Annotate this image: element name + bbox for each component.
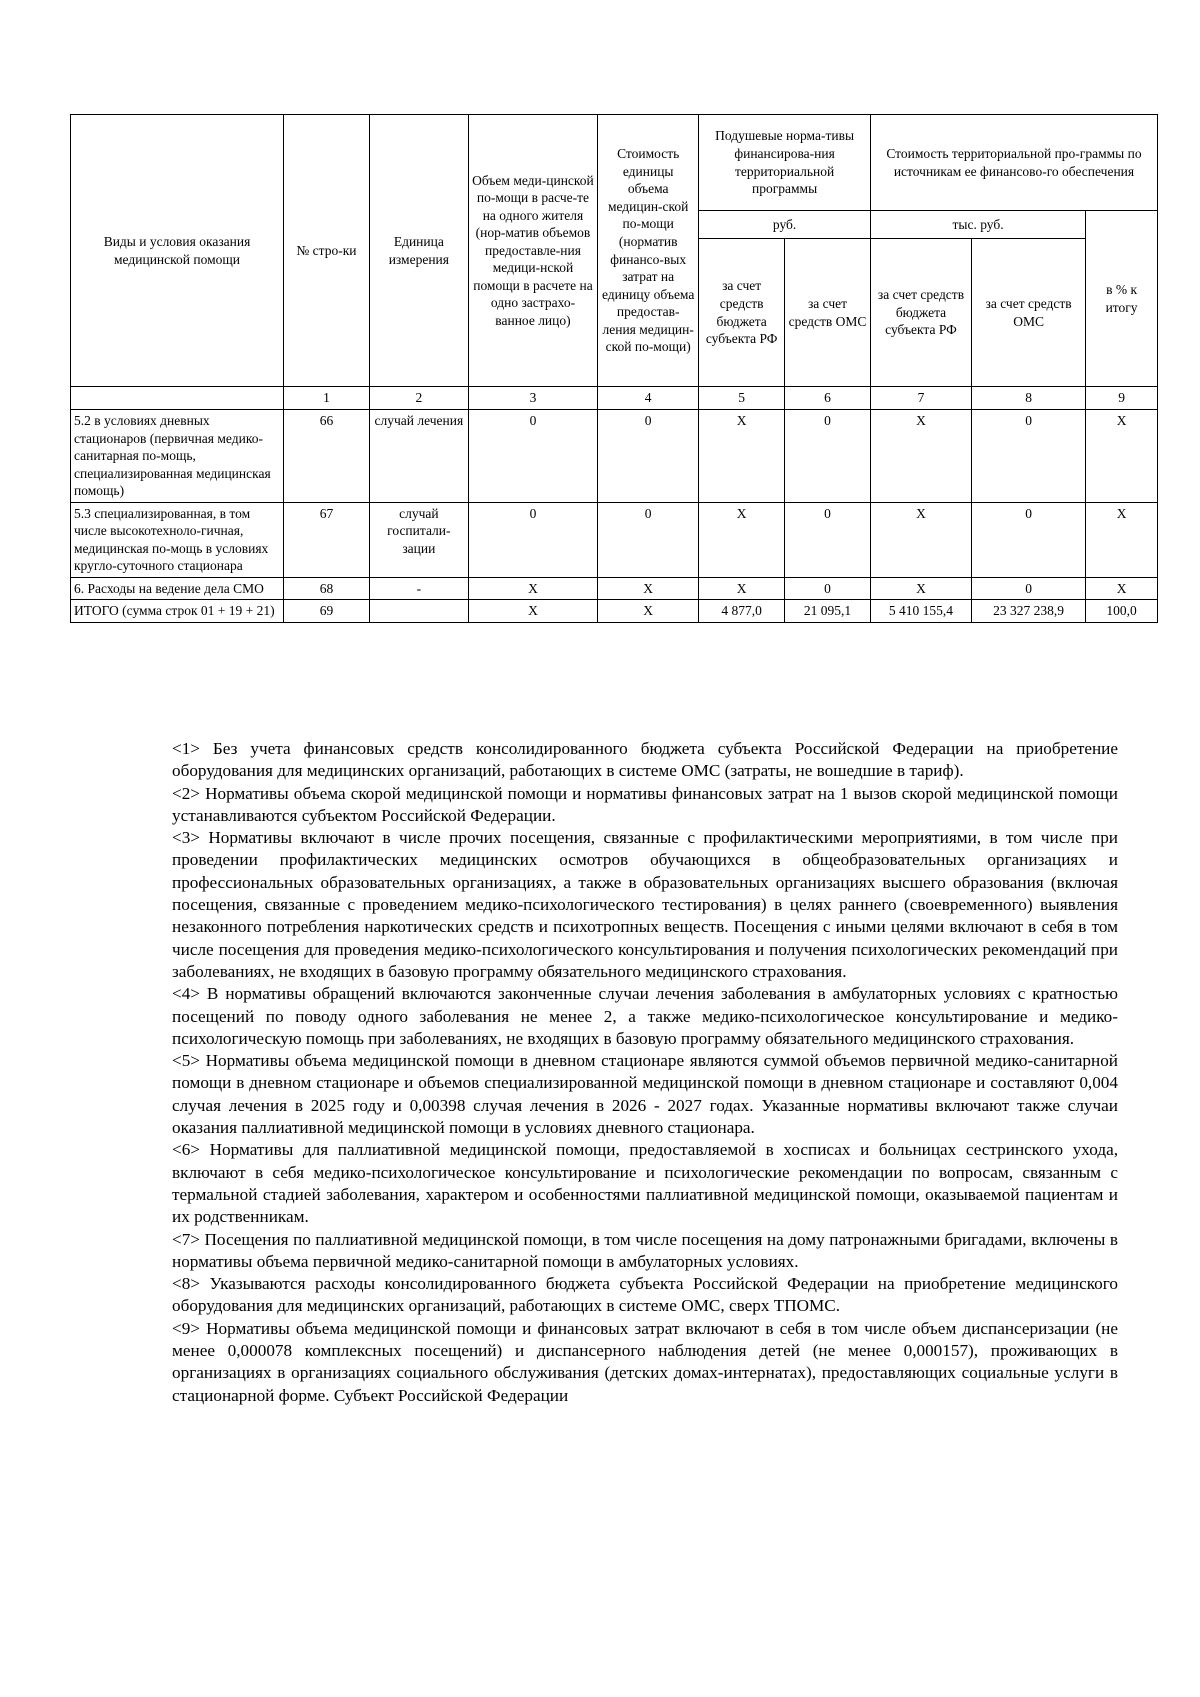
row-name: 5.2 в условиях дневных стационаров (первичная медико-санитарная по-мощь, специализированная медицинская помощь) xyxy=(71,410,284,503)
table-row xyxy=(71,577,1158,600)
footnote-1: <1> Без учета финансовых средств консолидированного бюджета субъекта Российской Федерации на приобретение оборудования для медицинских организаций, работающих в системе ОМС (затраты, не вошедшие в тариф). xyxy=(172,739,1118,781)
column-number: 4 xyxy=(598,387,699,410)
table-cell: 0 xyxy=(785,502,871,577)
table-cell: 69 xyxy=(284,600,370,623)
header-volume: Объем меди-цинской по-мощи в расче-те на одного жителя (нор-матив объемов предоставле-ния медици-нской помощи в расчете на одно застрахо-ванное лицо) xyxy=(468,115,597,387)
column-number: 7 xyxy=(870,387,971,410)
footnote-8: <8> Указываются расходы консолидированного бюджета субъекта Российской Федерации на приобретение медицинского оборудования для медицинских организаций, работающих в системе ОМС, сверх ТПОМС. xyxy=(172,1274,1118,1316)
table-cell: 67 xyxy=(284,502,370,577)
header-percapita-group: Подушевые норма-тивы финансирова-ния территориальной программы xyxy=(699,115,871,211)
header-unit-cost: Стоимость единицы объема медицин-ской по-мощи (норматив финансо-вых затрат на единицу объема предостав-ления медицин-ской по-мощи) xyxy=(598,115,699,387)
header-budget-rub: за счет средств бюджета субъекта РФ xyxy=(699,239,785,387)
column-number: 5 xyxy=(699,387,785,410)
footnote-4: <4> В нормативы обращений включаются законченные случаи лечения заболевания в амбулаторных условиях с кратностью посещений по поводу одного заболевания не менее 2, а также медико-психологическое консультирование и медико-психологическую помощь при заболеваниях, не входящих в базовую программу обязательного медицинского страхования. xyxy=(172,984,1118,1048)
table-cell: 0 xyxy=(972,502,1086,577)
table-cell: 0 xyxy=(785,577,871,600)
column-number-blank xyxy=(71,387,284,410)
column-number: 3 xyxy=(468,387,597,410)
footnote-9: <9> Нормативы объема медицинской помощи и финансовых затрат включают в себя в том числе объем диспансеризации (не менее 0,000078 комплексных посещений) и диспансерного наблюдения детей (не менее 0,000157), проживающих в организациях в организациях социального обслуживания (детских домах-интернатах), предоставляющих социальные услуги в стационарной форме. Субъект Российской Федерации xyxy=(172,1318,1118,1405)
table-cell: 100,0 xyxy=(1086,600,1158,623)
table-cell: 0 xyxy=(468,410,597,503)
footnote-7: <7> Посещения по паллиативной медицинской помощи, в том числе посещения на дому патронажными бригадами, включены в нормативы объема первичной медико-санитарной помощи в амбулаторных условиях. xyxy=(172,1229,1118,1271)
column-number: 8 xyxy=(972,387,1086,410)
column-number: 2 xyxy=(369,387,468,410)
header-unit-rub: руб. xyxy=(699,211,871,239)
footnote-6: <6> Нормативы для паллиативной медицинской помощи, предоставляемой в хосписах и больницах сестринского ухода, включают в себя медико-психологическое консультирование и психологические рекомендации по вопросам, связанным с термальной стадией заболевания, характером и особенностями паллиативной медицинской помощи, оказываемой пациентам и их родственникам. xyxy=(172,1140,1118,1227)
table-cell: 0 xyxy=(598,502,699,577)
table-cell: X xyxy=(598,600,699,623)
table-cell: X xyxy=(870,502,971,577)
row-name: ИТОГО (сумма строк 01 + 19 + 21) xyxy=(71,600,284,623)
footnote-2: <2> Нормативы объема скорой медицинской помощи и нормативы финансовых затрат на 1 вызов скорой медицинской помощи устанавливаются субъектом Российской Федерации. xyxy=(172,783,1118,825)
table-cell: 21 095,1 xyxy=(785,600,871,623)
table-cell: 0 xyxy=(972,410,1086,503)
table-cell: 5 410 155,4 xyxy=(870,600,971,623)
table-cell: X xyxy=(1086,577,1158,600)
table-cell: 0 xyxy=(598,410,699,503)
header-unit-thous-rub: тыс. руб. xyxy=(870,211,1085,239)
row-name: 5.3 специализированная, в том числе высокотехноло-гичная, медицинская по-мощь в условиях кругло-суточного стационара xyxy=(71,502,284,577)
table-cell: 23 327 238,9 xyxy=(972,600,1086,623)
header-oms-rub: за счет средств ОМС xyxy=(785,239,871,387)
table-cell: X xyxy=(870,577,971,600)
column-number: 1 xyxy=(284,387,370,410)
table-cell: X xyxy=(468,600,597,623)
header-budget-thous: за счет средств бюджета субъекта РФ xyxy=(870,239,971,387)
footnote-3: <3> Нормативы включают в числе прочих посещения, связанные с профилактическими мероприятиями, в том числе при проведении профилактических медицинских осмотров обучающихся в общеобразовательных организациях и профессиональных образовательных организациях, а также в образовательных организациях высшего образования (включая посещения, связанные с проведением медико-психологического тестирования) в целях раннего (своевременного) выявления незаконного потребления наркотических средств и психотропных веществ. Посещения с иными целями включают в себя в том числе посещения для проведения медико-психологического консультирования и получения психологических рекомендаций при заболеваниях, не входящих в базовую программу обязательного медицинского страхования. xyxy=(172,828,1118,981)
header-row-number: № стро-ки xyxy=(284,115,370,387)
header-oms-thous: за счет средств ОМС xyxy=(972,239,1086,387)
table-cell: X xyxy=(699,410,785,503)
header-percent: в % к итогу xyxy=(1086,211,1158,387)
table-cell: случай госпитали-зации xyxy=(369,502,468,577)
table-row xyxy=(71,502,1158,577)
table-cell: 0 xyxy=(468,502,597,577)
table-cell: X xyxy=(870,410,971,503)
financing-table xyxy=(70,114,1158,623)
row-name: 6. Расходы на ведение дела СМО xyxy=(71,577,284,600)
table-cell: 68 xyxy=(284,577,370,600)
table-cell: 66 xyxy=(284,410,370,503)
table-cell: X xyxy=(468,577,597,600)
table-row xyxy=(71,410,1158,503)
table-cell: - xyxy=(369,577,468,600)
header-unit: Единица измерения xyxy=(369,115,468,387)
column-number: 6 xyxy=(785,387,871,410)
table-cell: 0 xyxy=(972,577,1086,600)
column-numbers-row xyxy=(71,387,1158,410)
table-cell: случай лечения xyxy=(369,410,468,503)
table-cell: 4 877,0 xyxy=(699,600,785,623)
footnotes xyxy=(172,738,1118,1407)
table-cell: X xyxy=(699,577,785,600)
header-type: Виды и условия оказания медицинской помощи xyxy=(71,115,284,387)
table-cell xyxy=(369,600,468,623)
table-cell: X xyxy=(699,502,785,577)
column-number: 9 xyxy=(1086,387,1158,410)
header-program-cost-group: Стоимость территориальной про-граммы по источникам ее финансово-го обеспечения xyxy=(870,115,1157,211)
table-cell: 0 xyxy=(785,410,871,503)
table-cell: X xyxy=(1086,410,1158,503)
table-cell: X xyxy=(598,577,699,600)
footnote-5: <5> Нормативы объема медицинской помощи в дневном стационаре являются суммой объемов первичной медико-санитарной помощи в дневном стационаре и объемов специализированной медицинской помощи в дневном стационаре и составляют 0,004 случая лечения в 2025 году и 0,00398 случая лечения в 2026 - 2027 годах. Указанные нормативы включают также случаи оказания паллиативной медицинской помощи в условиях дневного стационара. xyxy=(172,1051,1118,1138)
table-row-total xyxy=(71,600,1158,623)
table-cell: X xyxy=(1086,502,1158,577)
